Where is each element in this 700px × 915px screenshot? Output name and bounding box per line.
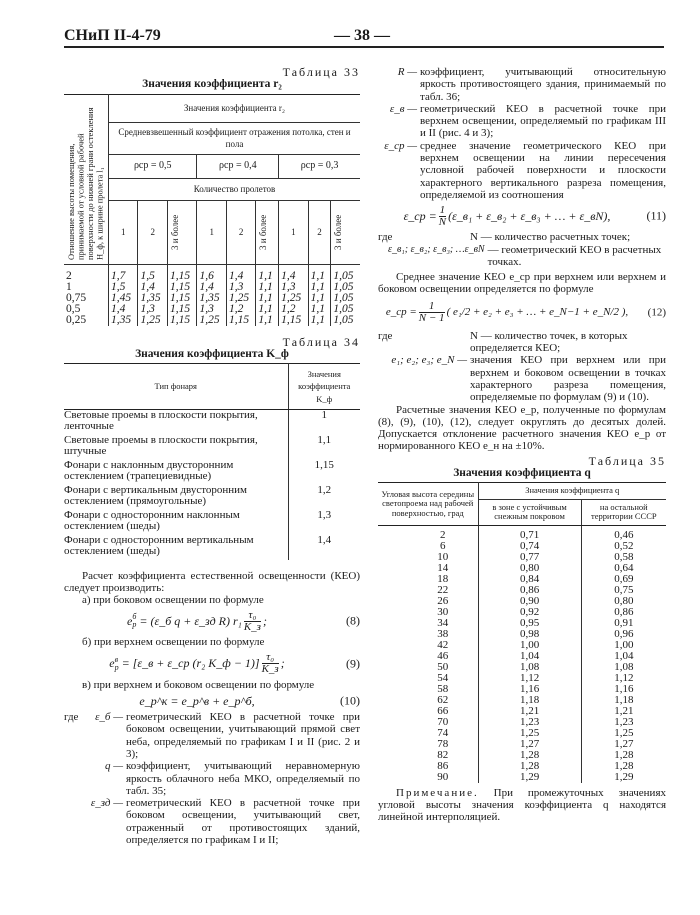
- note-text: При промежуточных значениях угловой высоты значения коэффициента q находятся линейной интерполяцией.: [378, 786, 667, 824]
- table-cell: 1,05: [331, 264, 360, 282]
- other-territory-value: 0,58: [581, 552, 666, 563]
- other-territory-value: 1,04: [581, 651, 666, 662]
- table33-span-count: [226, 200, 255, 264]
- definition: [378, 66, 666, 103]
- formula-11: ε_ср = $\frac{1}{N}$ (ε_в₁ + ε_в₂ + ε_в₃ + … + ε_вN), (11): [403, 203, 666, 228]
- where-label: где: [378, 329, 393, 342]
- table33-row-header: Отношение высоты помещения, принимаемой от условной рабочей поверхности до нижней грани остекления H_ф, к ширине пролета l₁: [66, 107, 105, 260]
- other-territory-value: 1,27: [581, 739, 666, 750]
- table-cell: 1,35: [197, 293, 226, 304]
- other-territory-value: 0,52: [581, 541, 666, 552]
- table-cell: 1,1: [308, 304, 331, 315]
- table-row: [64, 304, 360, 315]
- other-territory-value: 0,46: [581, 525, 666, 541]
- snow-zone-value: 0,92: [478, 607, 581, 618]
- coefficient-value: 1,4: [288, 535, 360, 560]
- angle-cell: 10: [437, 550, 449, 563]
- table-cell: 1,35: [109, 315, 138, 326]
- page-header: [64, 27, 664, 48]
- table33-span-count: [197, 200, 226, 264]
- snow-zone-value: 0,86: [478, 585, 581, 596]
- coefficient-value: 1,15: [288, 460, 360, 485]
- table34-col1: Тип фонаря: [64, 364, 288, 410]
- table-cell: 1,1: [256, 264, 279, 282]
- definition: [88, 797, 360, 846]
- table-row: [64, 282, 360, 293]
- lantern-type: Фонари с односторонним наклонным остеклением (шеды): [64, 508, 240, 532]
- other-territory-value: 1,12: [581, 673, 666, 684]
- table-cell: 1,05: [331, 304, 360, 315]
- table-cell: 1,1: [308, 315, 331, 326]
- other-territory-value: 1,28: [581, 750, 666, 761]
- table35: [378, 482, 666, 783]
- definition-text: коэффициент, учитывающий неравномерную яркость облачного неба МКО, определяемый по табл. 35;: [126, 760, 360, 797]
- angle-cell: 22: [437, 583, 449, 596]
- angle-cell: 82: [437, 748, 449, 761]
- table-cell: 1,1: [256, 282, 279, 293]
- angle-cell: 50: [437, 660, 449, 673]
- snow-zone-value: 1,18: [478, 695, 581, 706]
- table-cell: 1,4: [279, 264, 308, 282]
- formula-indices: в р: [114, 654, 119, 672]
- table35-number: Таблица 35: [588, 453, 666, 468]
- snow-zone-value: 0,77: [478, 552, 581, 563]
- snow-zone-value: 1,29: [478, 772, 581, 783]
- table33-h3: Количество пролетов: [109, 178, 361, 200]
- table-cell: 1,1: [308, 264, 331, 282]
- table-row: [378, 525, 666, 541]
- angle-cell: 66: [437, 704, 449, 717]
- page-number: — 38 —: [334, 27, 390, 44]
- note-label: Примечание.: [396, 786, 479, 799]
- table33-span-count: [308, 200, 331, 264]
- angle-cell: 2: [440, 528, 446, 541]
- angle-cell: 46: [437, 649, 449, 662]
- other-territory-value: 0,80: [581, 596, 666, 607]
- table-cell: 1,15: [167, 282, 196, 293]
- angle-cell: 6: [440, 539, 446, 552]
- angle-cell: 30: [437, 605, 449, 618]
- other-territory-value: 1,29: [581, 772, 666, 783]
- formula-indices: б р: [132, 612, 137, 630]
- table35-col1: Угловая высота середины светопроема над рабочей поверхностью, град: [378, 483, 478, 526]
- table33-h1: Значения коэффициента r₂: [109, 94, 361, 122]
- snow-zone-value: 0,98: [478, 629, 581, 640]
- table35-title: Значения коэффициента q: [453, 467, 591, 480]
- angle-cell: 38: [437, 627, 449, 640]
- lantern-type: Световые проемы в плоскости покрытия, штучные: [64, 433, 258, 457]
- span-label: 3 и более: [169, 214, 180, 250]
- span-label: 2: [150, 226, 155, 237]
- definition: [88, 760, 360, 797]
- snow-zone-value: 1,16: [478, 684, 581, 695]
- span-label: 3 и более: [258, 214, 269, 250]
- table-cell: 1,25: [138, 315, 167, 326]
- other-territory-value: 1,23: [581, 717, 666, 728]
- snow-zone-value: 0,90: [478, 596, 581, 607]
- other-territory-value: 0,96: [581, 629, 666, 640]
- ratio-cell: 2: [66, 269, 72, 282]
- table-row: [64, 535, 360, 560]
- formula-10: e_р^к = e_р^в + e_р^б, (10): [139, 693, 360, 708]
- definition-symbol: ε_зд —: [90, 797, 123, 810]
- left-column: [64, 66, 360, 846]
- table-cell: 1,6: [197, 264, 226, 282]
- paragraph-rounding: Расчетные значения КЕО e_р, полученные по формулам (8), (9), (10), (12), следует округлять до десятых долей. Допускается отклонение расчетного значения КЕО e_р от нормированного КЕО e_н на ±10%.: [378, 403, 666, 453]
- formula-number: (11): [646, 208, 666, 223]
- table34-number: Таблица 34: [282, 334, 360, 349]
- table33-rho: ρср = 0,4: [197, 154, 279, 178]
- snow-zone-value: 1,27: [478, 739, 581, 750]
- snow-zone-value: 1,12: [478, 673, 581, 684]
- span-label: 1: [209, 226, 214, 237]
- where-label: где: [378, 231, 393, 244]
- table35-col-group: Значения коэффициента q: [478, 483, 666, 500]
- snow-zone-value: 1,04: [478, 651, 581, 662]
- ratio-cell: 0,75: [66, 291, 87, 304]
- e-symbols: e₁; e₂; e₃; e_N —: [391, 354, 467, 367]
- lantern-type: Фонари с односторонним вертикальным остеклением (шеды): [64, 533, 254, 557]
- definition-symbol: ε_в —: [389, 102, 417, 115]
- lantern-type: Световые проемы в плоскости покрытия, ленточные: [64, 409, 258, 433]
- definition: [88, 711, 360, 760]
- angle-cell: 78: [437, 737, 449, 750]
- span-label: 3 и более: [333, 214, 344, 250]
- table-row: [64, 460, 360, 485]
- table-cell: 1,1: [256, 293, 279, 304]
- table33-span-count: [109, 200, 138, 264]
- span-label: 1: [120, 226, 126, 237]
- coefficient-value: 1,3: [288, 510, 360, 535]
- snow-zone-value: 1,28: [478, 750, 581, 761]
- snow-zone-value: 1,28: [478, 761, 581, 772]
- table33-h2: Средневзвешенный коэффициент отражения потолка, стен и пола: [109, 122, 361, 154]
- lantern-type: Фонари с вертикальным двусторонним остеклением (прямоугольные): [64, 483, 248, 507]
- span-label: 2: [238, 226, 244, 237]
- formula-9: e в р = [ε_в + ε_ср (r₂ K_ф − 1)] τ₀ K_з ; (9): [109, 651, 360, 676]
- snow-zone-value: 0,71: [478, 525, 581, 541]
- angle-cell: 58: [437, 682, 449, 695]
- n2-definition: N — количество точек, в которых определяется КЕО;: [470, 329, 628, 355]
- other-territory-value: 1,21: [581, 706, 666, 717]
- other-territory-value: 1,28: [581, 761, 666, 772]
- table-row: [64, 315, 360, 326]
- right-column: [378, 66, 666, 824]
- table-cell: 1,05: [331, 282, 360, 293]
- angle-cell: 90: [437, 770, 449, 783]
- definition-text: среднее значение геометрического КЕО при верхнем освещении на линии пересечения условной рабочей поверхности и плоскости характерного вертикального разреза помещения, определяемой из соотношения: [420, 139, 666, 201]
- table-cell: 1,4: [138, 282, 167, 293]
- table-cell: 1,15: [167, 315, 196, 326]
- ratio-cell: 0,25: [66, 313, 87, 326]
- table-cell: 1,1: [256, 304, 279, 315]
- table-cell: 1,15: [226, 315, 255, 326]
- table-row: [64, 510, 360, 535]
- definition-symbol: R —: [397, 66, 417, 78]
- snow-zone-value: 0,84: [478, 574, 581, 585]
- table33-rho: ρср = 0,5: [109, 154, 197, 178]
- where-label: где: [64, 711, 79, 724]
- other-territory-value: 0,69: [581, 574, 666, 585]
- formula-number: (10): [340, 693, 360, 708]
- table-cell: 1,1: [256, 315, 279, 326]
- other-territory-value: 0,75: [581, 585, 666, 596]
- other-territory-value: 1,08: [581, 662, 666, 673]
- paragraph-intro: Расчет коэффициента естественной освещенности (КЕО) следует производить:: [64, 569, 360, 594]
- table-cell: 1,4: [109, 304, 138, 315]
- n-definition: N — количество расчетных точек;: [470, 231, 631, 244]
- table35-note: [378, 787, 666, 824]
- table-cell: 1,3: [197, 304, 226, 315]
- formula-12: e_ср = $\frac{1}{N - 1}$ ( e₁/2 + e₂ + e₃ + … + e_N−1 + e_N/2 ), (12): [385, 300, 666, 325]
- table-cell: 1,05: [331, 315, 360, 326]
- table-cell: 1,2: [279, 304, 308, 315]
- table34-title: Значения коэффициента K_ф: [135, 347, 289, 360]
- table-cell: 1,1: [308, 293, 331, 304]
- snow-zone-value: 1,23: [478, 717, 581, 728]
- table-row: [378, 772, 666, 783]
- other-territory-value: 0,86: [581, 607, 666, 618]
- eps-definition: — геометрический КЕО в расчетных точках.: [487, 243, 662, 268]
- angle-cell: 70: [437, 715, 449, 728]
- table33-rho: ρср = 0,3: [279, 154, 360, 178]
- table33: [64, 94, 360, 326]
- table33-title: Значения коэффициента r₂: [142, 78, 282, 91]
- definition: [378, 140, 666, 201]
- ratio-cell: 0,5: [66, 302, 81, 315]
- document-code: СНиП II-4-79: [64, 27, 161, 44]
- definition-symbol: q —: [104, 760, 123, 773]
- snow-zone-value: 1,21: [478, 706, 581, 717]
- table-cell: 1,25: [226, 293, 255, 304]
- coefficient-value: 1,1: [288, 435, 360, 460]
- angle-cell: 86: [437, 759, 449, 772]
- table-cell: 1,4: [226, 264, 255, 282]
- table-cell: 1,3: [226, 282, 255, 293]
- other-territory-value: 0,91: [581, 618, 666, 629]
- formula-8: e б р = (ε_б q + ε_зд R) r₁ τ₀ K_з ; (8): [127, 608, 360, 633]
- item-c: в) при верхнем и боковом освещении по формуле: [82, 678, 315, 691]
- table-cell: 1,15: [167, 264, 196, 282]
- angle-cell: 54: [437, 671, 449, 684]
- table-cell: 1,4: [197, 282, 226, 293]
- table-cell: 1,45: [109, 293, 138, 304]
- table-cell: 1,25: [197, 315, 226, 326]
- definition-text: геометрический КЕО в расчетной точке при верхнем освещении, определяемый по графикам III и II (рис. 4 и 3);: [420, 102, 666, 140]
- angle-cell: 18: [437, 572, 449, 585]
- table33-span-count: [138, 200, 167, 264]
- table35-col3: на остальной территории СССР: [581, 499, 666, 525]
- snow-zone-value: 1,08: [478, 662, 581, 673]
- definition-symbol: ε_б —: [95, 711, 123, 724]
- item-b: б) при верхнем освещении по формуле: [82, 636, 265, 649]
- snow-zone-value: 0,80: [478, 563, 581, 574]
- table34-col2: Значения коэффициента K_ф: [288, 364, 360, 410]
- angle-cell: 34: [437, 616, 449, 629]
- snow-zone-value: 0,74: [478, 541, 581, 552]
- table33-span-count: [279, 200, 308, 264]
- table-cell: 1,3: [138, 304, 167, 315]
- definition-text: геометрический КЕО в расчетной точке при боковом освещении, учитывающий прямой свет неба, определяемый по графикам I и II (рис. 2 и 3);: [126, 711, 360, 760]
- table33-span-count: [256, 200, 279, 264]
- other-territory-value: 1,00: [581, 640, 666, 651]
- table33-span-count: [331, 200, 360, 264]
- ratio-cell: 1: [66, 280, 72, 293]
- table-row: [64, 410, 360, 435]
- span-label: 1: [291, 226, 296, 237]
- table-cell: 1,3: [279, 282, 308, 293]
- table-cell: 1,35: [138, 293, 167, 304]
- angle-cell: 26: [437, 594, 449, 607]
- table35-col2: в зоне с устойчивым снежным покровом: [478, 499, 581, 525]
- angle-cell: 42: [437, 638, 449, 651]
- definition: [378, 103, 666, 140]
- e-definition: значения КЕО при верхнем или при верхнем и боковом освещении в точках характерного разреза помещения, определяемые по формулам (9) и (10).: [470, 354, 666, 404]
- table33-number: Таблица 33: [282, 65, 360, 79]
- table-cell: 1,15: [167, 293, 196, 304]
- formula-number: (9): [346, 656, 360, 671]
- table-cell: 1,15: [167, 304, 196, 315]
- table-row: [64, 264, 360, 282]
- other-territory-value: 0,64: [581, 563, 666, 574]
- table34: [64, 363, 360, 559]
- snow-zone-value: 1,00: [478, 640, 581, 651]
- eps-symbols: ε_в₁; ε_в₂; ε_в₃; …ε_вN: [388, 243, 485, 255]
- definition-symbol: ε_ср —: [384, 139, 417, 152]
- table-row: [64, 293, 360, 304]
- table-cell: 1,05: [331, 293, 360, 304]
- angle-cell: 74: [437, 726, 449, 739]
- coefficient-value: 1,2: [288, 485, 360, 510]
- table-cell: 1,15: [279, 315, 308, 326]
- table-cell: 1,5: [109, 282, 138, 293]
- lantern-type: Фонари с наклонным двусторонним остеклением (трапециевидные): [64, 458, 234, 482]
- span-label: 2: [317, 226, 322, 237]
- formula-number: (12): [647, 306, 666, 319]
- item-a: а) при боковом освещении по формуле: [82, 594, 264, 607]
- table-cell: 1,25: [279, 293, 308, 304]
- table-cell: 1,2: [226, 304, 255, 315]
- paragraph-mean-keo: Среднее значение КЕО e_ср при верхнем или верхнем и боковом освещении определяется по формуле: [378, 271, 666, 296]
- other-territory-value: 1,18: [581, 695, 666, 706]
- angle-cell: 62: [437, 693, 449, 706]
- other-territory-value: 1,16: [581, 684, 666, 695]
- formula-number: (8): [346, 613, 360, 628]
- table-cell: 1,7: [109, 264, 138, 282]
- table-row: [64, 435, 360, 460]
- snow-zone-value: 0,95: [478, 618, 581, 629]
- table-cell: 1,1: [308, 282, 331, 293]
- table-cell: 1,5: [138, 264, 167, 282]
- definition-text: коэффициент, учитывающий относительную яркость противостоящего здания, принимаемый по табл. 36;: [420, 66, 666, 103]
- table33-span-count: [167, 200, 196, 264]
- definition-text: геометрический КЕО в расчетной точке при боковом освещении, учитывающий свет, отраженный от противостоящих зданий, определяется по графикам I и II;: [126, 797, 360, 847]
- other-territory-value: 1,25: [581, 728, 666, 739]
- angle-cell: 14: [437, 561, 449, 574]
- snow-zone-value: 1,25: [478, 728, 581, 739]
- table-row: [64, 485, 360, 510]
- coefficient-value: 1: [288, 410, 360, 435]
